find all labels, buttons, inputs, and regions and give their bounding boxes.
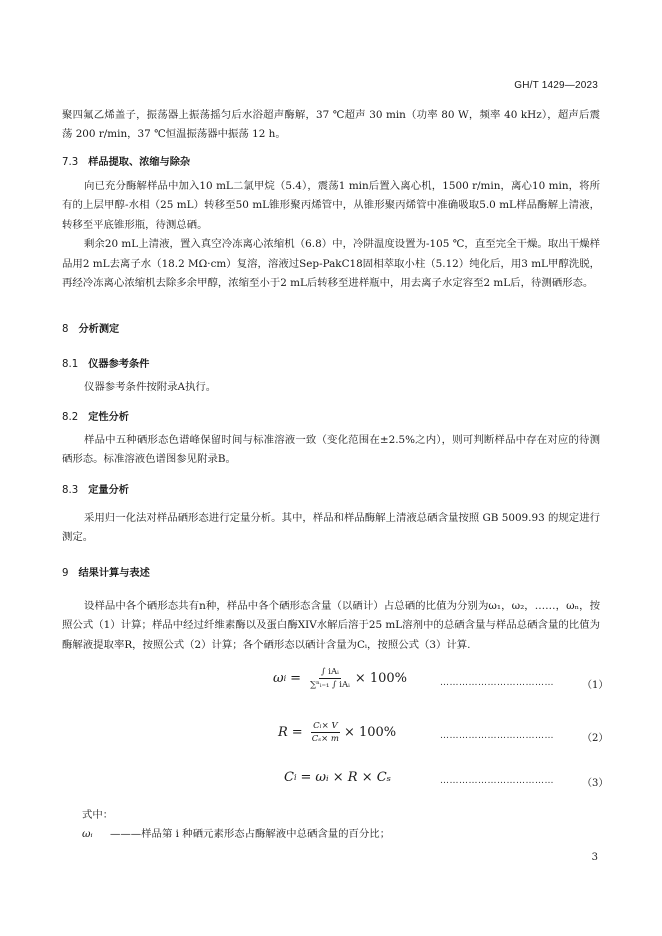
section-8-heading [62, 320, 119, 335]
section-8-2-body [62, 431, 600, 470]
section-number: 7.3 [62, 157, 79, 168]
formula-lhs: R [278, 725, 288, 740]
section-8-3-heading [62, 481, 129, 496]
intro-text: 聚四氟乙烯盖子，振荡器上振荡摇匀后水浴超声酶解，37 ℃超声 30 min（功率 80 W，频率 40 kHz），超声后震荡 200 r/min，37 ℃恒温振荡器中振荡 12 h。 [62, 109, 600, 141]
paragraph: 向已充分酶解样品中加入10 mL二氯甲烷（5.4），震荡1 min后置入离心机，1500 r/min，离心10 min，将所有的上层甲醇-水相（25 mL）转移至50 mL锥形聚丙烯管中，从锥形聚丙烯管中准确吸取5.0 mL样品酶解上清液，转移至平底锥形瓶，待测总硒。 [62, 180, 600, 231]
formula-tail: × 100% [354, 671, 408, 686]
section-title: 样品提取、浓缩与除杂 [88, 157, 191, 168]
paragraph: 剩余20 mL上清液，置入真空冷冻离心浓缩机（6.8）中，冷阱温度设置为-105 ℃，直至完全干燥。取出干燥样品用2 mL去离子水（18.2 MΩ·cm）复溶，溶液过Sep-PakC18固相萃取小柱（5.12）纯化后，用3 mL甲醇洗脱，再经冷冻离心浓缩机去除多余甲醇，浓缩至小于2 mL后转移至进样瓶中，用去离子水定容至2 mL后，待测硒形态。 [62, 238, 600, 290]
formula-fraction [308, 667, 352, 690]
formula-lhs-subscript: i [293, 773, 297, 782]
paragraph: 设样品中各个硒形态共有n种，样品中各个硒形态含量（以硒计）占总硒的比值为分别为ω₁，ω₂，……，ωₙ，按照公式（1）计算；样品中经过纤维素酶以及蛋白酶XIV水解后溶于25 mL溶剂中的总硒含量与样品总硒含量的比值为酶解液提取率R，按照公式（2）计算；各个硒形态以硒计含量为Cᵢ，按照公式（3）计算. [62, 600, 600, 651]
paragraph: 采用归一化法对样品硒形态进行定量分析。其中，样品和样品酶解上清液总硒含量按照 GB 5009.93 的规定进行测定。 [62, 512, 600, 544]
formula-2-leader: ……………………………… [440, 731, 554, 741]
paragraph: 样品中五种硒形态色谱峰保留时间与标准溶液一致（变化范围在±2.5%之内），则可判断样品中存在对应的待测硒形态。标准溶液色谱图参见附录B。 [62, 434, 600, 466]
section-title: 定性分析 [88, 412, 129, 423]
section-title: 结果计算与表述 [78, 568, 150, 579]
formula-fraction [310, 721, 341, 744]
paragraph: 仪器参考条件按附录A执行。 [84, 381, 217, 393]
section-number: 8.3 [62, 485, 79, 496]
formula-2-number: （2） [582, 733, 609, 744]
section-8-3-body [62, 509, 600, 548]
variable-dash: ——— [110, 828, 142, 840]
section-number: 8.2 [62, 412, 79, 423]
formula-1-number: （1） [582, 680, 609, 691]
formula-3-leader: ……………………………… [440, 776, 554, 786]
formula-equals: = [290, 671, 302, 686]
standard-code: GH/T 1429—2023 [514, 80, 598, 91]
section-8-1-heading [62, 355, 149, 370]
section-8-2-heading [62, 408, 129, 423]
section-title: 定量分析 [88, 485, 129, 496]
section-title: 仪器参考条件 [88, 359, 150, 370]
formula-1 [273, 667, 407, 690]
formula-equals: = [291, 725, 303, 740]
section-7-3-heading [62, 153, 190, 168]
formula-2 [278, 721, 396, 744]
fraction-numerator: Cₗ× V [313, 721, 338, 731]
formula-lhs-subscript: i [283, 674, 287, 683]
formula-rhs: ωᵢ × R × Cₛ [315, 770, 392, 785]
intro-paragraph [62, 106, 600, 145]
section-7-3-body [62, 177, 600, 293]
formula-3 [284, 770, 391, 785]
section-number: 8.1 [62, 359, 79, 370]
variable-symbol: ωᵢ [82, 828, 93, 840]
section-9-heading [62, 564, 150, 579]
section-8-1-body [62, 378, 600, 397]
fraction-numerator: ∫ iAᵢ [321, 667, 339, 677]
fraction-denominator: ∑ⁿᵢ₌₁ ∫ iAᵢ [310, 680, 350, 690]
formula-3-number: （3） [582, 778, 609, 789]
section-9-body [62, 597, 600, 655]
formula-lhs: C [284, 770, 294, 785]
variable-definition [82, 825, 390, 840]
section-number: 9 [62, 568, 69, 579]
section-number: 8 [62, 324, 69, 335]
fraction-denominator: Cₛ× m [311, 734, 339, 744]
formula-equals: = [300, 770, 312, 785]
section-title: 分析测定 [78, 324, 120, 335]
formula-lhs: ω [273, 671, 284, 686]
formula-tail: × 100% [343, 725, 397, 740]
formula-1-leader: ……………………………… [440, 678, 554, 688]
where-label: 式中： [82, 809, 114, 821]
page-number: 3 [591, 852, 598, 863]
variable-description: 样品第 i 种硒元素形态占酶解液中总硒含量的百分比； [141, 828, 391, 840]
